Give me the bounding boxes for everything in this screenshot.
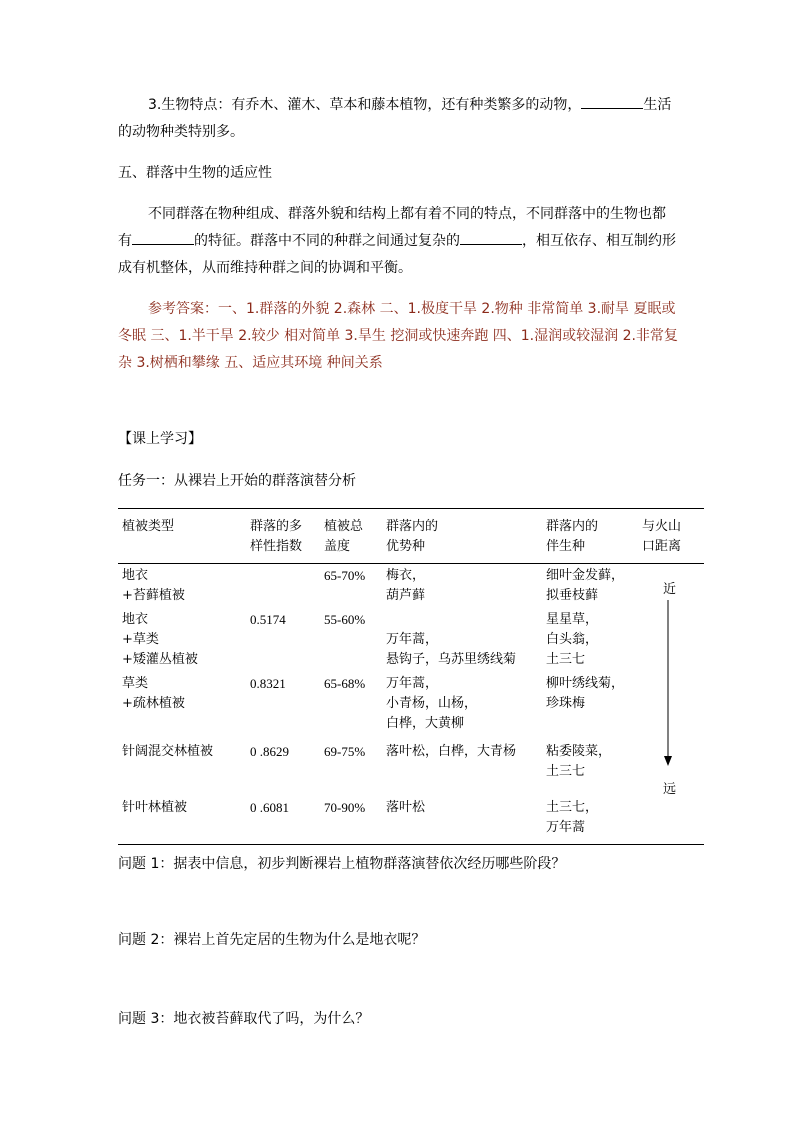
bio-features-paragraph [118,92,678,146]
cell-dominant: 万年蒿， 小青杨，山杨， 白桦，大黄柳 [386,676,478,731]
header-coverage: 植被总 盖度 [320,509,382,564]
cell-companion: 星星草， 白头翁， 土三七 [546,612,599,667]
cell-dominant: 落叶松，白桦，大青杨 [386,744,517,759]
cell-companion: 柳叶绣线菊， 珍珠梅 [546,676,625,711]
cell-coverage: 70-90% [320,784,382,845]
adaptation-text-3: ，相互依存、相互制约形成有机整体，从而维持种群之间的协调和平衡。 [118,233,676,276]
table-row [118,784,704,845]
header-companion-species: 群落内的 伴生种 [542,509,638,564]
header-vegetation-type: 植被类型 [118,509,246,564]
cell-type: 针阔混交林植被 [122,744,214,759]
distance-arrow-icon [661,600,675,770]
cell-type: 草类 +疏林植被 [122,676,185,711]
cell-coverage: 55-60% [324,612,366,627]
adaptation-paragraph [118,201,678,282]
cell-dominant: 万年蒿， 悬钩子，乌苏里绣线菊 [386,632,517,667]
reference-answers: 参考答案：一、1.群落的外貌 2.森林 二、1.极度干旱 2.物种 非常简单 3.耐旱 夏眠或冬眠 三、1.半干旱 2.较少 相对简单 3.旱生 挖洞或快速奔跑 四、1.湿润或较湿润 2.非常复杂 3.树栖和攀缘 五、适应其环境 种间关系 [118,301,678,371]
adaptation-text-1: 不同群落在物种组成、群落外貌和结构上都有着不同的特点，不同群落中的生物也都有 [118,206,666,249]
fill-blank[interactable] [581,93,643,109]
section-heading: 五、群落中生物的适应性 [118,165,272,181]
task-title: 任务一：从裸岩上开始的群落演替分析 [118,473,356,489]
header-diversity-index: 群落的多 样性指数 [246,509,320,564]
table-row [118,608,704,672]
cell-index: 0.5174 [250,612,286,627]
cell-type: 地衣 +苔藓植被 [122,568,185,603]
cell-index: 0 .8629 [250,744,289,759]
cell-index: 0 .6081 [246,784,320,845]
question-1: 问题 1：据表中信息，初步判断裸岩上植物群落演替依次经历哪些阶段？ [118,856,566,872]
fill-blank[interactable] [460,229,522,245]
cell-coverage: 65-70% [324,568,366,583]
cell-dominant: 梅衣， 葫芦藓 [386,568,426,603]
cell-dominant: 落叶松 [382,784,542,845]
table-row [118,736,704,784]
cell-companion: 土三七， 万年蒿 [542,784,638,845]
cell-index [246,564,320,609]
cell-companion: 粘委陵菜， 土三七 [546,744,612,779]
cell-coverage: 69-75% [324,744,366,759]
bio-text-after: 生活的动物种类特别多。 [118,97,672,140]
distance-far-label: 远 [663,782,677,797]
vegetation-table [118,508,704,845]
cell-coverage: 65-68% [324,676,366,691]
cell-index: 0.8321 [250,676,286,691]
table-header-row [118,509,704,564]
cell-companion: 细叶金发藓， 拟垂枝藓 [546,568,625,603]
fill-blank[interactable] [132,229,194,245]
cell-type: 针叶林植被 [118,784,246,845]
class-learning-heading: 【课上学习】 [118,431,202,447]
header-dominant-species: 群落内的 优势种 [382,509,542,564]
adaptation-text-2: 的特征。群落中不同的种群之间通过复杂的 [194,233,460,249]
cell-type: 地衣 +草类 +矮灌丛植被 [122,612,198,667]
question-3: 问题 3：地衣被苔藓取代了吗，为什么？ [118,1011,370,1027]
question-2: 问题 2：裸岩上首先定居的生物为什么是地衣呢？ [118,932,426,948]
distance-near-label: 近 [663,582,677,597]
bio-text-before: 3.生物特点：有乔木、灌木、草本和藤本植物，还有种类繁多的动物， [148,97,582,113]
header-distance: 与火山 口距离 [638,509,704,564]
table-row [118,672,704,736]
table-row [118,564,704,609]
